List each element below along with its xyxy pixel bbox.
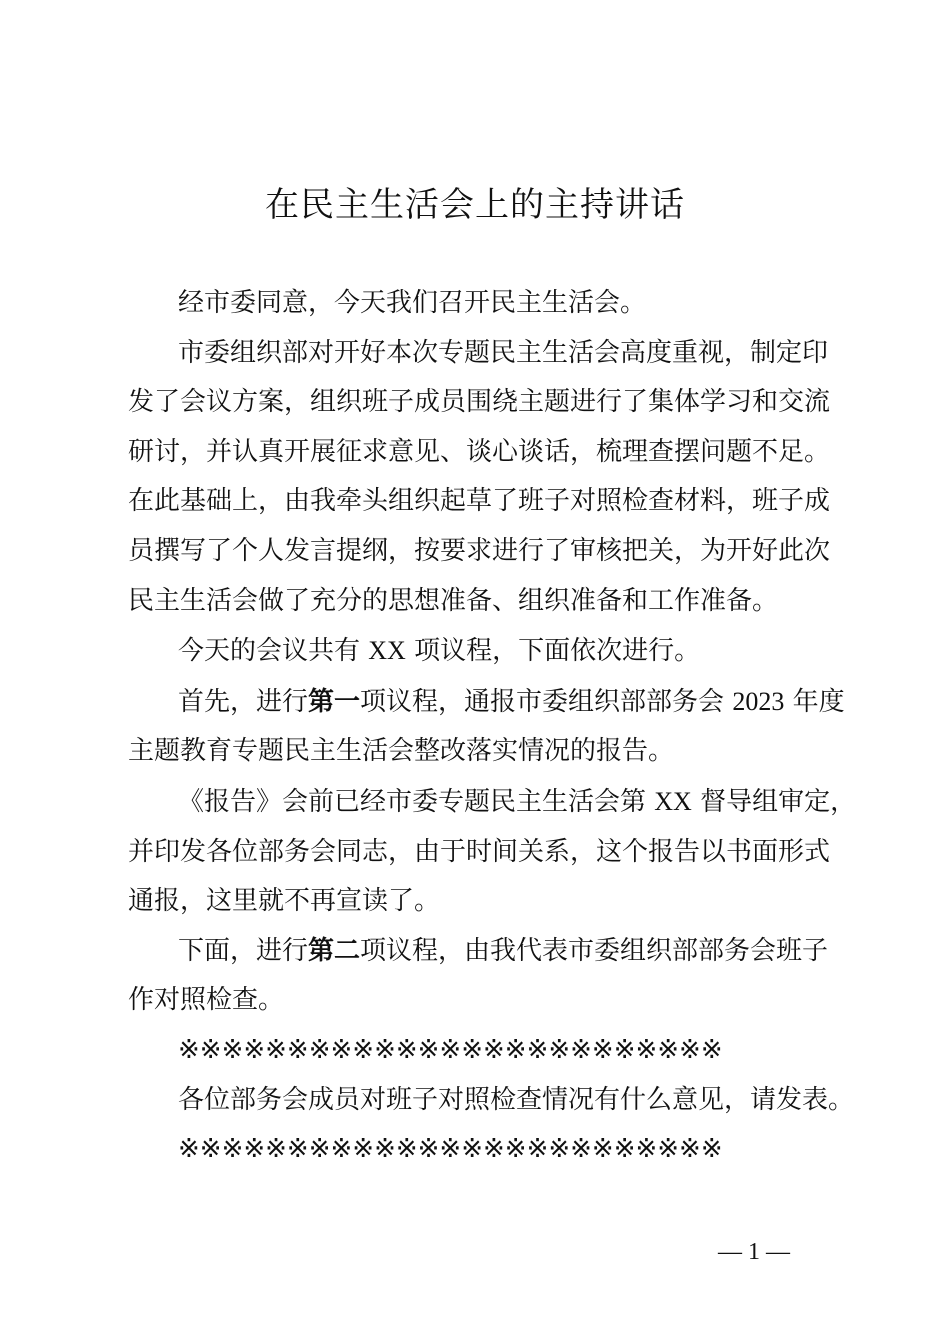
paragraph-preparation-line-6: 民主生活会做了充分的思想准备、组织准备和工作准备。 bbox=[128, 585, 779, 616]
item-two-text-before: 下面，进行 bbox=[178, 935, 309, 966]
item-two-text-after: 项议程，由我代表市委组织部部务会班子 bbox=[360, 935, 829, 966]
item-one-text-before: 首先，进行 bbox=[178, 686, 309, 717]
item-one-text-middle: 项议程，通报市委组织部部务会 bbox=[360, 686, 725, 717]
paragraph-item-one-line-1 bbox=[128, 677, 845, 728]
document-title: 在民主生活会上的主持讲话 bbox=[265, 185, 685, 225]
separator-line-2: ※※※※※※※※※※※※※※※※※※※※※※※※※ bbox=[178, 1134, 723, 1165]
item-one-year: 2023 bbox=[732, 686, 785, 716]
paragraph-item-two-line-2: 作对照检查。 bbox=[128, 985, 285, 1016]
document-body bbox=[128, 279, 857, 1175]
item-two-ordinal: 第二 bbox=[308, 935, 361, 966]
paragraph-preparation-line-5: 员撰写了个人发言提纲，按要求进行了审核把关，为开好此次 bbox=[128, 535, 831, 566]
paragraph-report-line-2: 并印发各位部务会同志，由于时间关系，这个报告以书面形式 bbox=[128, 836, 831, 867]
item-one-ordinal: 第一 bbox=[308, 686, 361, 717]
agenda-text-after: 项议程，下面依次进行。 bbox=[414, 636, 701, 667]
item-one-text-after: 年度 bbox=[792, 686, 845, 717]
paragraph-opening: 经市委同意，今天我们召开民主生活会。 bbox=[178, 288, 647, 318]
report-text-before: 《报告》会前已经市委专题民主生活会第 bbox=[178, 786, 647, 817]
paragraph-preparation-line-4: 在此基础上，由我牵头组织起草了班子对照检查材料，班子成 bbox=[128, 486, 831, 517]
paragraph-item-one-line-2: 主题教育专题民主生活会整改落实情况的报告。 bbox=[128, 736, 675, 767]
paragraph-preparation-line-3: 研讨，并认真开展征求意见、谈心谈话，梳理查摆问题不足。 bbox=[128, 436, 831, 467]
paragraph-invite-comments: 各位部务会成员对班子对照检查情况有什么意见，请发表。 bbox=[178, 1084, 855, 1115]
report-group-number: XX bbox=[654, 786, 692, 816]
paragraph-agenda bbox=[128, 626, 840, 677]
separator-line-1: ※※※※※※※※※※※※※※※※※※※※※※※※※ bbox=[178, 1034, 723, 1065]
paragraph-report-line-3: 通报，这里就不再宣读了。 bbox=[128, 886, 441, 917]
paragraph-item-two-line-1 bbox=[128, 927, 840, 977]
paragraph-preparation-line-2: 发了会议方案，组织班子成员围绕主题进行了集体学习和交流 bbox=[128, 387, 831, 418]
page-number: — 1 — bbox=[718, 1239, 790, 1265]
paragraph-report-line-1 bbox=[128, 777, 857, 828]
agenda-count: XX bbox=[368, 636, 406, 666]
paragraph-preparation-line-1: 市委组织部对开好本次专题民主生活会高度重视，制定印 bbox=[178, 337, 829, 368]
agenda-text-before: 今天的会议共有 bbox=[178, 636, 361, 667]
report-text-after: 督导组审定， bbox=[700, 786, 857, 817]
